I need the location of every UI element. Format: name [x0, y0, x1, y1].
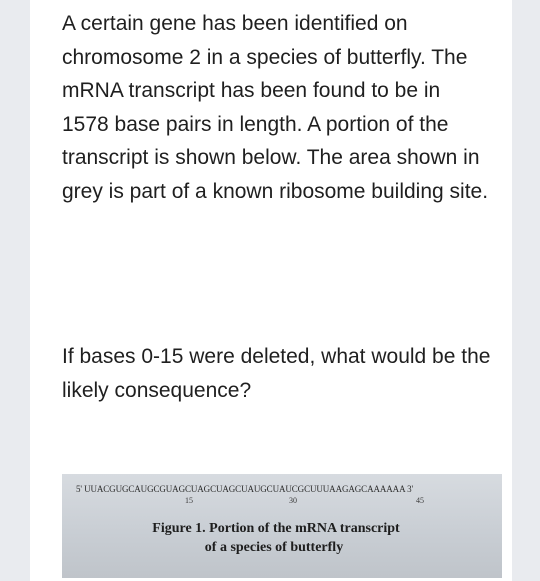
right-margin: [512, 0, 540, 581]
question-card: [30, 0, 512, 581]
left-margin: [0, 0, 30, 581]
mrna-sequence: 5' UUACGUGCAUGCGUAGCUAGCUAGCUAUGCUAUCGCUUUAAGAGCAAAAAA 3': [76, 484, 414, 494]
sequence-marker: 15: [185, 496, 193, 505]
question-prompt-text: If bases 0-15 were deleted, what would be the likely consequence?: [62, 345, 491, 402]
sequence-marker: 45: [416, 496, 424, 505]
figure-caption-line-1: Figure 1. Portion of the mRNA transcript: [152, 521, 400, 536]
figure-image: [62, 474, 502, 578]
figure-caption-line-2: of a species of butterfly: [204, 540, 344, 555]
sequence-marker: 30: [289, 496, 297, 505]
question-context-text: A certain gene has been identified on chromosome 2 in a species of butterfly. The mRNA transcript has been found to be in 1578 base pairs in length. A portion of the transcript is shown below. The area shown in grey is part of a known ribosome building site.: [62, 12, 489, 203]
